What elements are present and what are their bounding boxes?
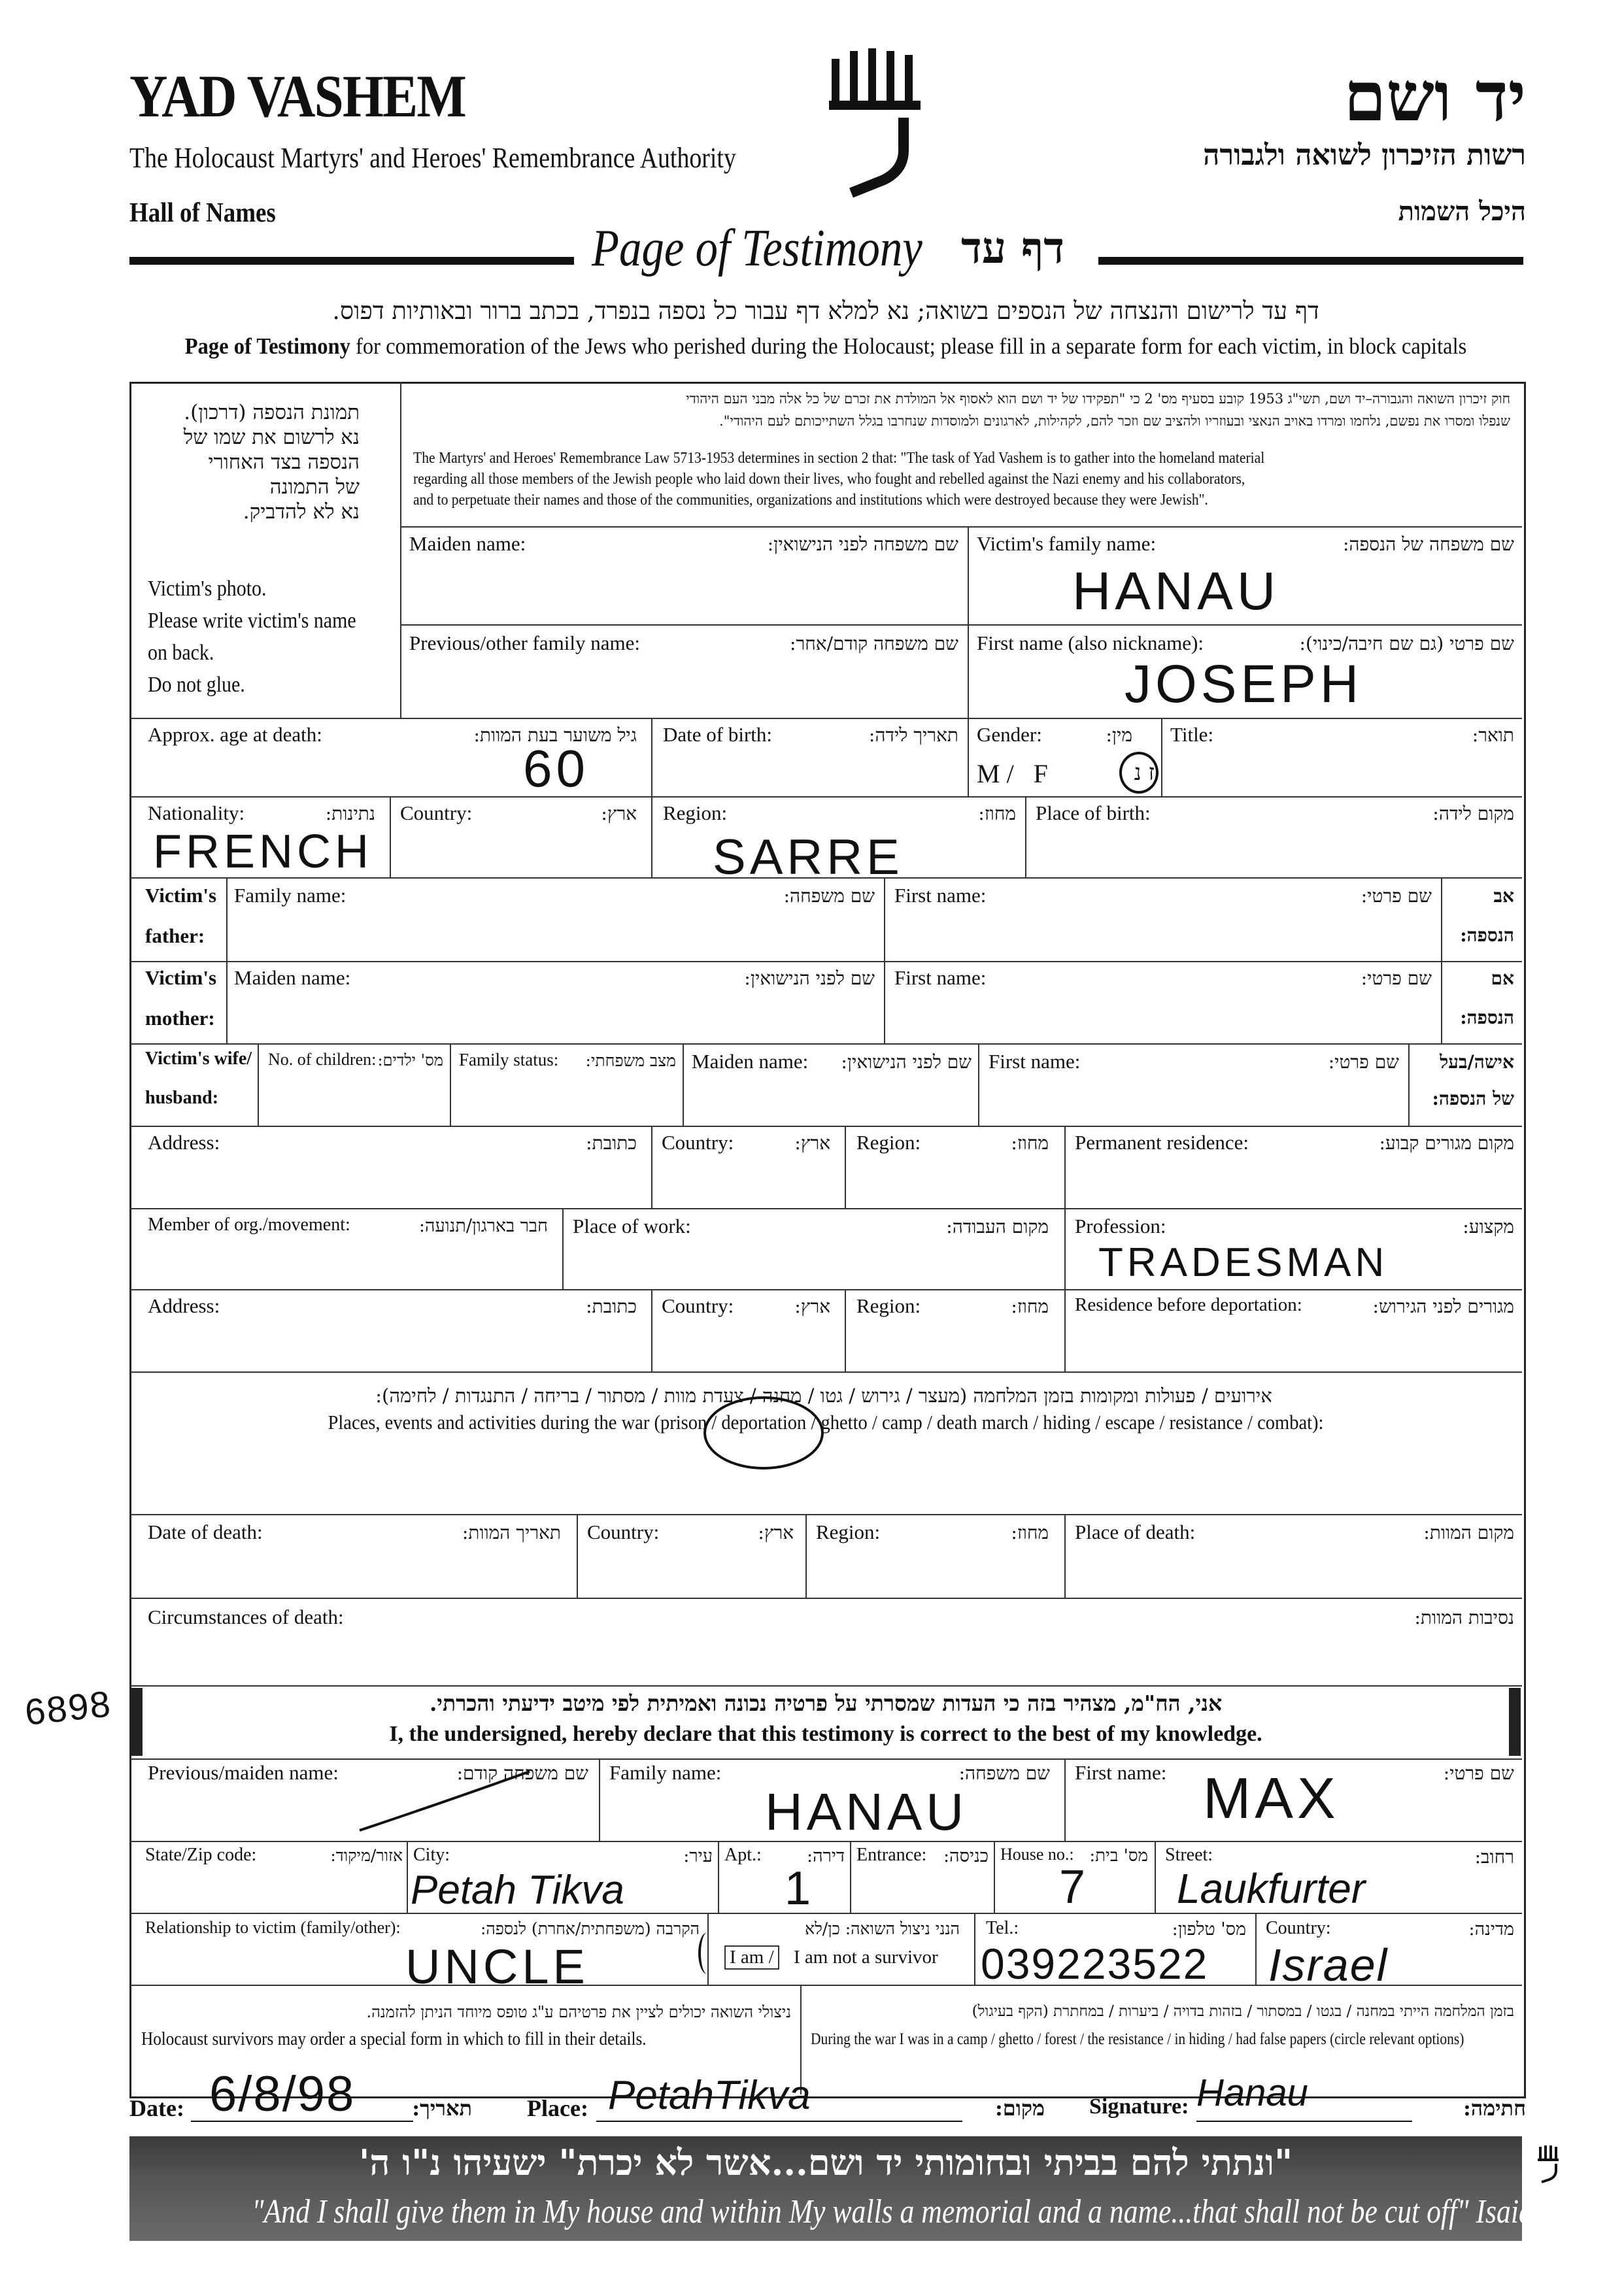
zip-label-he: אזור/מיקוד: — [330, 1846, 403, 1865]
nationality-label-he: נתינות: — [325, 803, 375, 824]
col-r10-b — [805, 1514, 807, 1598]
apt-label-he: דירה: — [807, 1846, 845, 1866]
title-label: Title: — [1170, 723, 1214, 746]
father-family-name-label: Family name: — [234, 884, 347, 907]
col-r8-a — [562, 1208, 564, 1289]
rule-r2 — [129, 796, 1522, 798]
place-of-birth-label-he: מקום לידה: — [1432, 803, 1514, 824]
rule-r8 — [129, 1289, 1522, 1290]
wartime-note-he: בזמן המלחמה הייתי במחנה / בגטו / במסתור / בזהות בדויה / ביערות / במחתרת (הקף בעיגול) — [972, 2003, 1514, 2020]
address-country-label-he: ארץ: — [794, 1132, 830, 1154]
survivor-option-yes-text: I am / — [730, 1947, 774, 1968]
footer-logo-icon — [1536, 2144, 1563, 2183]
page-title-en: Page of Testimony — [592, 220, 922, 277]
maiden-name-label: Maiden name: — [409, 532, 526, 555]
photo-he-line: של התמונה — [269, 475, 360, 499]
place-of-birth-label: Place of birth: — [1036, 801, 1151, 824]
region-value[interactable]: SARRE — [713, 830, 904, 885]
mother-row-label-he-1: אם — [1491, 967, 1514, 989]
place-label-he: מקום: — [994, 2096, 1045, 2121]
previous-family-name-label-he: שם משפחה קודם/אחר: — [790, 633, 958, 654]
address2-label-he: כתובת: — [586, 1296, 637, 1317]
residence-before-deportation-label: Residence before deportation: — [1075, 1294, 1302, 1315]
col-r6-d — [978, 1043, 979, 1126]
hall-of-names-en: Hall of Names — [129, 198, 276, 228]
col-r7-b — [845, 1126, 846, 1208]
region-label: Region: — [663, 801, 728, 824]
gender-label-he: מין: — [1106, 724, 1132, 746]
col-r8-b — [1064, 1208, 1066, 1289]
rule-r7 — [129, 1208, 1522, 1209]
place-of-death-label-he: מקום המוות: — [1423, 1522, 1514, 1543]
col-r3-b — [651, 796, 652, 877]
apt-value[interactable]: 1 — [785, 1862, 815, 1915]
mother-row-label-1: Victim's — [145, 966, 217, 989]
photo-note-en — [148, 573, 356, 701]
zip-label: State/Zip code: — [145, 1845, 257, 1865]
authority-en: The Holocaust Martyrs' and Heroes' Remembrance Authority — [129, 142, 736, 174]
rule-r4 — [129, 961, 1522, 962]
father-row-label-he-2: הנספה: — [1460, 924, 1514, 946]
apt-label: Apt.: — [724, 1845, 762, 1865]
first-name-label: First name (also nickname): — [977, 631, 1204, 654]
declaration-he: אני, הח"מ, מצהיר בזה כי העדות שמסרתי על פרטיה נכונה ואמיתית לפי מיטב ידיעתי והכרתי. — [429, 1690, 1223, 1716]
submitter-first-name-label: First name: — [1075, 1761, 1167, 1784]
dob-label-he: תאריך לידה: — [868, 724, 958, 746]
col-r14-c — [850, 1841, 851, 1913]
rule-r13 — [129, 1758, 1522, 1760]
gender-options: M/ F — [977, 759, 1055, 788]
address-country-label: Country: — [662, 1131, 734, 1154]
spouse-first-name-label-he: שם פרטי: — [1328, 1051, 1399, 1073]
house-no-value[interactable]: 7 — [1059, 1861, 1090, 1913]
father-first-name-label: First name: — [894, 884, 987, 907]
law-text-en-2: regarding all those members of the Jewish people who laid down their lives, who fought and rebelled against the Nazi enemy and his collaborators, — [413, 471, 1245, 488]
col-r2-b — [968, 718, 969, 796]
photo-he-line: תמונת הנספה (דרכון). — [184, 401, 360, 424]
org-name-he: יד ושם — [1344, 56, 1526, 137]
col-r14-d — [994, 1841, 995, 1913]
col-r3-a — [390, 796, 391, 877]
rule-r6 — [129, 1126, 1522, 1127]
col-r10-c — [1064, 1514, 1066, 1598]
residence-before-deportation-label-he: מגורים לפני הגירוש: — [1372, 1296, 1514, 1317]
authority-he: רשות הזיכרון לשואה ולגבורה — [1203, 139, 1526, 172]
address-label-he: כתובת: — [586, 1132, 637, 1154]
rule-names-mid — [400, 624, 1522, 626]
col-r2-a — [651, 718, 652, 796]
address2-region-label-he: מחוז: — [1011, 1296, 1049, 1317]
title-rule-right — [1098, 257, 1523, 265]
address-region-label: Region: — [856, 1131, 921, 1154]
victim-family-name-label-he: שם משפחה של הנספה: — [1342, 533, 1514, 555]
death-country-label-he: ארץ: — [758, 1522, 794, 1543]
father-first-name-label-he: שם פרטי: — [1361, 885, 1432, 907]
photo-he-line: הנספה בצד האחורי — [208, 450, 360, 474]
place-of-work-label-he: מקום העבודה: — [946, 1216, 1049, 1237]
mother-maiden-name-label: Maiden name: — [234, 966, 351, 989]
col-photo-right — [400, 382, 401, 718]
date-label: Date: — [129, 2095, 184, 2121]
previous-family-name-label: Previous/other family name: — [409, 631, 640, 654]
declaration-bar-right — [1509, 1688, 1521, 1756]
hall-of-names-he: היכל השמות — [1398, 196, 1526, 227]
col-r6-e — [1408, 1043, 1410, 1126]
spouse-row-label-he-1: אישה/בעל — [1440, 1051, 1514, 1073]
declaration-en: I, the undersigned, hereby declare that this testimony is correct to the best of my knowledge. — [389, 1722, 1262, 1746]
footer-banner — [129, 2136, 1607, 2241]
title-label-he: תואר: — [1472, 724, 1514, 746]
street-label: Street: — [1165, 1845, 1213, 1865]
father-row-label-he-1: אב — [1493, 885, 1514, 907]
events-label-he: אירועים / פעולות ומקומות בזמן המלחמה (מעצר / גירוש / גטו / מחנה / צעדת מוות / מסתור / בריחה / התנגדות / לחימה): — [375, 1385, 1272, 1407]
col-r13-a — [599, 1758, 600, 1841]
deportation-circle-mark — [703, 1396, 824, 1470]
col-r3-c — [1025, 796, 1026, 877]
col-r13-b — [1064, 1758, 1066, 1841]
rule-law-bottom — [400, 526, 1522, 528]
photo-en-line: Do not glue. — [148, 673, 245, 697]
father-row-label-2: father: — [145, 924, 205, 947]
law-text-en-3: and to perpetuate their names and those of the communities, organizations and institutions which were destroyed because they were Jewish". — [413, 492, 1208, 509]
rule-r1 — [129, 718, 1522, 719]
nationality-label: Nationality: — [148, 801, 245, 824]
footer-verse-he: "ונתתי להם בביתי ובחומותי יד ושם...אשר לא יכרת" ישעיהו נ"ו ה' — [358, 2142, 1293, 2183]
city-label-he: עיר: — [683, 1846, 713, 1866]
spouse-first-name-label: First name: — [989, 1050, 1081, 1073]
survivors-note-he: ניצולי השואה יכולים לציין את פרטיהם ע"ג טופס מיוחד הניתן להזמנה. — [366, 2003, 791, 2021]
photo-en-line: on back. — [148, 641, 214, 665]
family-status-label-he: מצב משפחתי: — [585, 1051, 676, 1070]
strike-line-mark — [353, 1765, 536, 1837]
address2-country-label-he: ארץ: — [794, 1296, 830, 1317]
relationship-value[interactable]: UNCLE — [405, 1940, 589, 1994]
submitter-family-name-label: Family name: — [609, 1761, 722, 1784]
survivors-note-en: Holocaust survivors may order a special form in which to fill in their details. — [141, 2029, 647, 2049]
declaration-box — [129, 1685, 1522, 1758]
mother-first-name-label-he: שם פרטי: — [1361, 967, 1432, 989]
victim-family-name-value[interactable]: HANAU — [1072, 562, 1280, 621]
father-row-label-1: Victim's — [145, 884, 217, 907]
instructions-en-bold: Page of Testimony — [184, 333, 350, 359]
col-r6-a — [258, 1043, 259, 1126]
gender-label: Gender: — [977, 723, 1042, 746]
col-r6-b — [450, 1043, 451, 1126]
place-of-work-label: Place of work: — [573, 1215, 691, 1237]
survivor-option-yes[interactable] — [724, 1945, 779, 1970]
permanent-residence-label: Permanent residence: — [1075, 1131, 1249, 1154]
place-line — [596, 2121, 962, 2122]
death-region-label-he: מחוז: — [1011, 1522, 1049, 1543]
wartime-note-en: During the war I was in a camp / ghetto / forest / the resistance / in hiding / had false papers (circle relevant options) — [811, 2030, 1464, 2048]
instructions-en — [178, 333, 1474, 360]
region-label-he: מחוז: — [978, 803, 1016, 824]
country-label: Country: — [400, 801, 473, 824]
col-r4-b — [884, 877, 885, 1043]
mother-row-label-2: mother: — [145, 1007, 215, 1030]
victim-family-name-label: Victim's family name: — [977, 532, 1157, 555]
submitter-first-name-value[interactable]: MAX — [1203, 1766, 1340, 1830]
signature-line — [1196, 2121, 1412, 2122]
signature-value[interactable]: Hanau — [1196, 2072, 1308, 2114]
death-region-label: Region: — [816, 1521, 881, 1543]
col-r15-b — [974, 1913, 975, 1985]
rule-r11 — [129, 1598, 1522, 1599]
nationality-value[interactable]: FRENCH — [153, 826, 373, 878]
country-label-he: ארץ: — [601, 803, 637, 824]
photo-note-he — [137, 400, 360, 524]
col-r14-e — [1155, 1841, 1156, 1913]
children-label: No. of children: — [268, 1050, 377, 1069]
mother-maiden-name-label-he: שם לפני הנישואין: — [744, 967, 875, 989]
col-r2-c — [1161, 718, 1162, 796]
col-r10-a — [577, 1514, 578, 1598]
col-r15-c — [1255, 1913, 1257, 1985]
rule-r9 — [129, 1371, 1522, 1373]
death-country-label: Country: — [587, 1521, 660, 1543]
house-no-label: House no.: — [1000, 1845, 1074, 1864]
margin-reference-number: 6898 — [23, 1683, 114, 1733]
permanent-residence-label-he: מקום מגורים קבוע: — [1379, 1132, 1514, 1154]
city-value[interactable]: Petah Tikva — [411, 1868, 624, 1913]
country-value[interactable]: Israel — [1268, 1940, 1389, 1991]
instructions-he: דף עד לרישום והנצחה של הנספים בשואה; נא למלא דף עבור כל נספה בנפרד, בכתב ברור ובאותיות דפוס. — [332, 297, 1319, 325]
city-label: City: — [413, 1845, 450, 1865]
gender-circle-mark — [1119, 752, 1159, 794]
title-rule-left — [129, 257, 574, 265]
house-no-label-he: מס' בית: — [1089, 1846, 1148, 1866]
address2-country-label: Country: — [662, 1294, 734, 1317]
photo-en-line: Please write victim's name — [148, 609, 356, 633]
place-label: Place: — [527, 2095, 588, 2121]
law-text-he-1: חוק זיכרון השואה והגבורה–יד ושם, תשי"ג 1953 קובע בסעיף מס' 2 כי "תפקידו של יד ושם הוא לאסוף אל המולדת את זכרם של כל אלה מבני העם היהודי — [686, 391, 1510, 407]
col-r7-a — [651, 1126, 652, 1208]
col-r14-a — [407, 1841, 408, 1913]
relationship-label: Relationship to victim (family/other): — [145, 1918, 401, 1937]
col-r14-b — [718, 1841, 719, 1913]
street-value[interactable]: Laukfurter — [1177, 1865, 1366, 1912]
age-label: Approx. age at death: — [148, 723, 322, 746]
col-names-mid — [968, 526, 969, 718]
survivor-option-no[interactable]: I am not a survivor — [794, 1947, 938, 1968]
date-label-he: תאריך: — [412, 2096, 472, 2121]
col-r9-c — [1064, 1289, 1066, 1371]
tel-label-he: מס' טלפון: — [1172, 1919, 1246, 1940]
entrance-label-he: כניסה: — [943, 1846, 989, 1866]
col-r4-a — [226, 877, 228, 1043]
org-name-en: YAD VASHEM — [129, 63, 466, 129]
org-membership-label-he: חבר בארגון/תנועה: — [418, 1216, 548, 1236]
signature-label-he: חתימה: — [1463, 2096, 1526, 2121]
survivor-label-he: הנני ניצול השואה: כן/לא — [805, 1919, 960, 1938]
law-text-en-1: The Martyrs' and Heroes' Remembrance Law 5713-1953 determines in section 2 that: "The task of Yad Vashem is to gather into the homeland material — [413, 450, 1265, 467]
mother-first-name-label: First name: — [894, 966, 987, 989]
date-of-death-label: Date of death: — [148, 1521, 263, 1543]
family-status-label: Family status: — [459, 1050, 559, 1069]
spouse-row-label-he-2: של הנספה: — [1432, 1088, 1514, 1109]
tel-value[interactable]: 039223522 — [981, 1940, 1209, 1988]
col-r6-c — [683, 1043, 684, 1126]
col-r7-c — [1064, 1126, 1066, 1208]
submitter-previous-name-label-he: שם משפחה קודם: — [456, 1762, 588, 1784]
tel-label: Tel.: — [986, 1918, 1019, 1938]
submitter-family-name-label-he: שם משפחה: — [958, 1762, 1050, 1784]
circumstances-label-he: נסיבות המוות: — [1414, 1607, 1514, 1628]
age-value[interactable]: 60 — [523, 739, 589, 798]
col-r4-c — [1441, 877, 1442, 1043]
photo-he-line: נא לרשום את שמו של — [183, 426, 360, 449]
yad-vashem-logo-icon — [825, 46, 930, 203]
declaration-bar-left — [131, 1688, 143, 1756]
country-label-submitter-he: מדינה: — [1468, 1919, 1514, 1940]
mother-row-label-he-2: הנספה: — [1460, 1007, 1514, 1028]
profession-value[interactable]: TRADESMAN — [1098, 1240, 1389, 1285]
rule-r15 — [129, 1913, 1522, 1914]
spouse-row-label-2: husband: — [145, 1088, 219, 1108]
law-text-he-2: שנפלו ומסרו את נפשם, נלחמו ומרדו באויב הנאצי ובעוזריו ולהציב שם וזכר להם, לקהילות, לארגונים ולמוסדות שנחרבו בגלל השתייכותם לעם היהודי". — [719, 413, 1510, 429]
children-label-he: מס' ילדים: — [377, 1051, 443, 1069]
profession-label-he: מקצוע: — [1463, 1216, 1514, 1237]
date-of-death-label-he: תאריך המוות: — [462, 1522, 561, 1543]
dob-label: Date of birth: — [663, 723, 773, 746]
submitter-first-name-label-he: שם פרטי: — [1443, 1762, 1514, 1784]
age-label-he: גיל משוער בעת המוות: — [473, 724, 637, 746]
photo-he-line: נא לא להדביק. — [243, 500, 360, 524]
spouse-maiden-name-label-he: שם לפני הנישואין: — [841, 1051, 972, 1073]
events-label-en: Places, events and activities during the war (prison / deportation / ghetto / camp / death march / hiding / escape / resistance / combat): — [328, 1411, 1324, 1434]
first-name-label-he: שם פרטי (גם שם חיבה/כינוי): — [1299, 633, 1514, 654]
date-value[interactable]: 6/8/98 — [209, 2066, 356, 2122]
org-membership-label: Member of org./movement: — [148, 1215, 350, 1235]
country-label-submitter: Country: — [1266, 1918, 1331, 1938]
address2-label: Address: — [148, 1294, 220, 1317]
father-family-name-label-he: שם משפחה: — [783, 885, 875, 907]
maiden-name-label-he: שם משפחה לפני הנישואין: — [767, 533, 958, 555]
gender-options-he: ז נ — [1134, 760, 1155, 786]
circumstances-label: Circumstances of death: — [148, 1605, 344, 1628]
relationship-label-he: הקרבה (משפחתית/אחרת) לנספה: — [480, 1919, 700, 1938]
entrance-label: Entrance: — [856, 1845, 927, 1865]
street-label-he: רחוב: — [1474, 1846, 1514, 1868]
rule-r5 — [129, 1043, 1522, 1045]
col-r9-a — [651, 1289, 652, 1371]
spouse-maiden-name-label: Maiden name: — [692, 1050, 809, 1073]
place-value[interactable]: PetahTikva — [608, 2073, 811, 2118]
signature-label: Signature: — [1089, 2094, 1189, 2119]
survivor-circle-mark — [698, 1932, 717, 1974]
photo-en-line: Victim's photo. — [148, 577, 267, 601]
address2-region-label: Region: — [856, 1294, 921, 1317]
spouse-row-label-1: Victim's wife/ — [145, 1049, 252, 1069]
victim-first-name-value[interactable]: JOSEPH — [1125, 654, 1363, 714]
submitter-family-name-value[interactable]: HANAU — [765, 1783, 968, 1841]
place-of-death-label: Place of death: — [1075, 1521, 1196, 1543]
instructions-en-body: for commemoration of the Jews who perished during the Holocaust; please fill in a separate form for each victim, in block capitals — [350, 333, 1467, 359]
col-r9-b — [845, 1289, 846, 1371]
footer-verse-en: "And I shall give them in My house and within My walls a memorial and a name...that shall not be cut off" Isaiah 56:5 — [252, 2193, 1607, 2230]
submitter-previous-name-label: Previous/maiden name: — [148, 1761, 339, 1784]
profession-label: Profession: — [1075, 1215, 1166, 1237]
rule-r10 — [129, 1514, 1522, 1515]
address-region-label-he: מחוז: — [1011, 1132, 1049, 1154]
address-label: Address: — [148, 1131, 220, 1154]
page-title-he: דף עד — [961, 222, 1065, 273]
